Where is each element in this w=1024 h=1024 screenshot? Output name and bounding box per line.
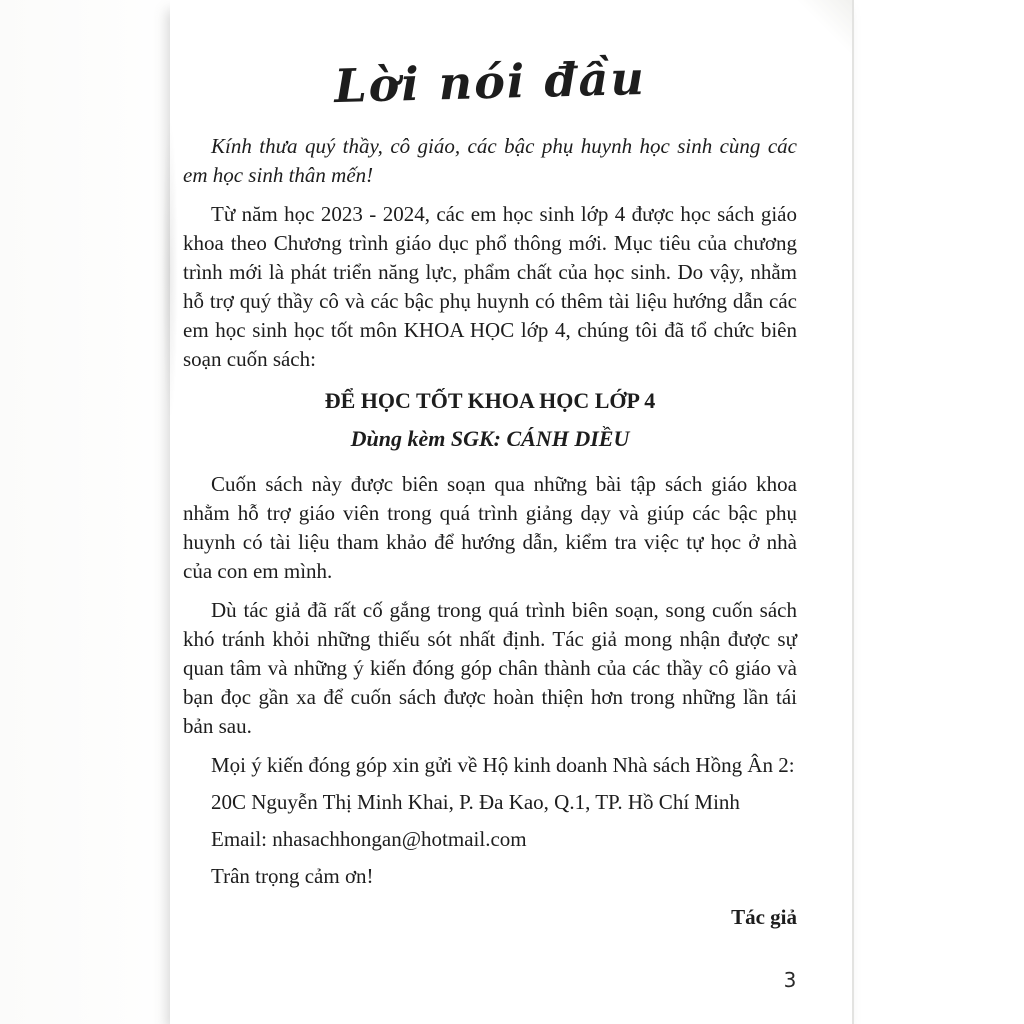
author-signature: Tác giả xyxy=(731,905,797,929)
preface-title: Lời nói đầu xyxy=(333,50,647,114)
page-content xyxy=(183,0,797,942)
book-subtitle-heading: Dùng kèm SGK: CÁNH DIỀU xyxy=(350,426,630,451)
address-line: 20C Nguyễn Thị Minh Khai, P. Đa Kao, Q.1, TP. Hồ Chí Minh xyxy=(211,790,740,814)
feedback-request-line: Mọi ý kiến đóng góp xin gửi về Hộ kinh doanh Nhà sách Hồng Ân 2: xyxy=(211,753,795,777)
thanks-line: Trân trọng cảm ơn! xyxy=(211,864,374,888)
preface-intro-paragraph: Từ năm học 2023 - 2024, các em học sinh lớp 4 được học sách giáo khoa theo Chương trình giáo dục phổ thông mới. Mục tiêu của chương trình mới là phát triển năng lực, phẩm chất của học sinh. Do vậy, nhằm hỗ trợ quý thầy cô và các bậc phụ huynh có thêm tài liệu hướng dẫn các em học sinh học tốt môn KHOA HỌC lớp 4, chúng tôi đã tổ chức biên soạn cuốn sách: xyxy=(183,202,797,371)
page-number: 3 xyxy=(783,968,797,992)
book-description-paragraph: Cuốn sách này được biên soạn qua những bài tập sách giáo khoa nhằm hỗ trợ giáo viên trong quá trình giảng dạy và giúp các bậc phụ huynh có tài liệu tham khảo để hướng dẫn, kiểm tra việc tự học ở nhà của con em mình. xyxy=(183,472,797,583)
email-line: Email: nhasachhongan@hotmail.com xyxy=(211,827,527,851)
book-page xyxy=(170,0,854,1024)
book-title-heading: ĐỂ HỌC TỐT KHOA HỌC LỚP 4 xyxy=(324,388,656,413)
preface-greeting: Kính thưa quý thầy, cô giáo, các bậc phụ huynh học sinh cùng các em học sinh thân mến! xyxy=(183,134,797,187)
author-apology-paragraph: Dù tác giả đã rất cố gắng trong quá trình biên soạn, song cuốn sách khó tránh khỏi những thiếu sót nhất định. Tác giả mong nhận được sự quan tâm và những ý kiến đóng góp chân thành của các thầy cô giáo và bạn đọc gần xa để cuốn sách được hoàn thiện hơn trong những lần tái bản sau. xyxy=(183,598,797,738)
